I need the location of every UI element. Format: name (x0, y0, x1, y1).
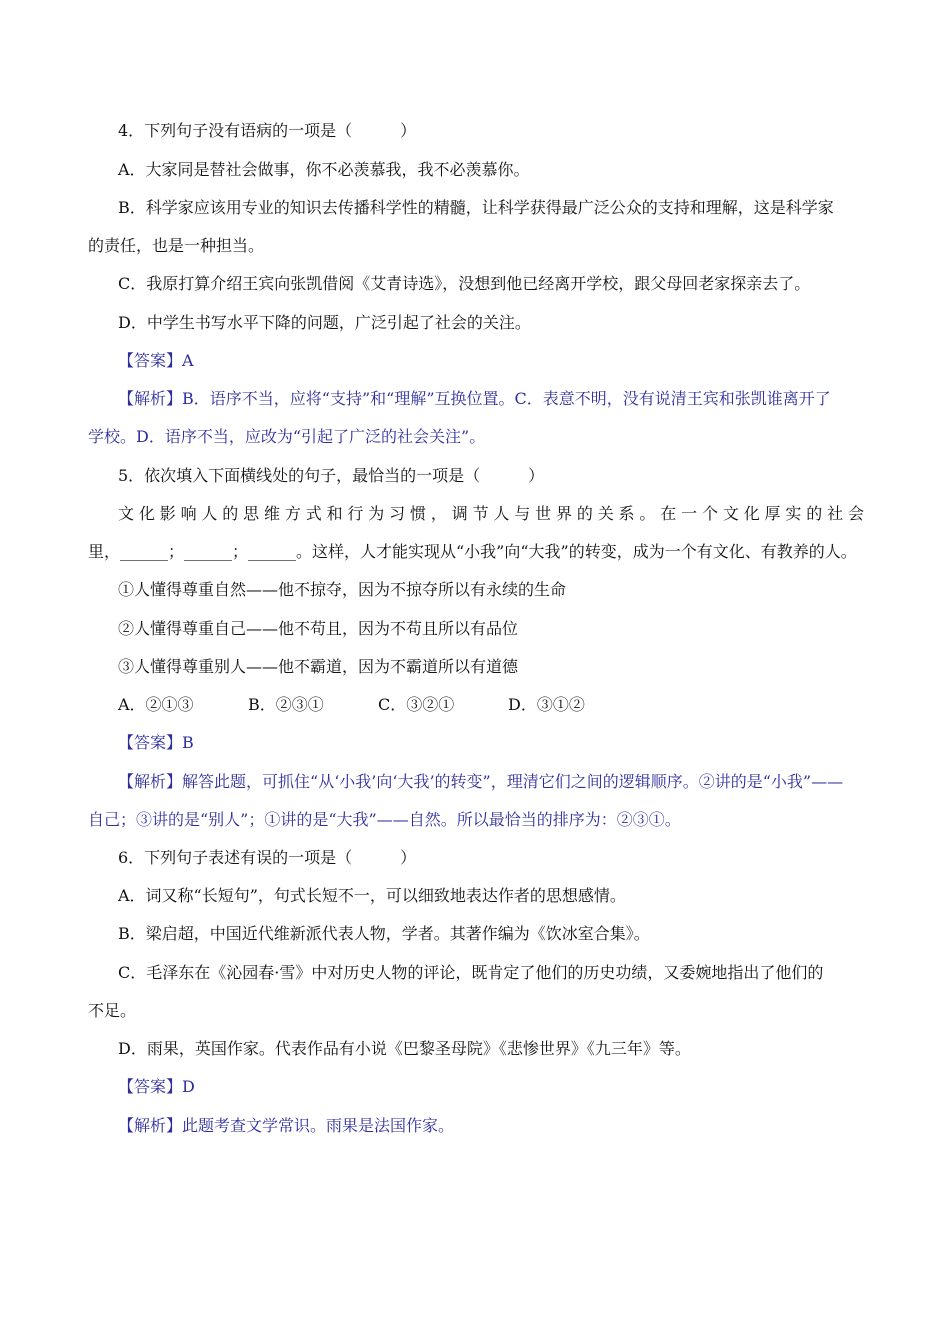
q5-passage-line2: 里，______；______；______。这样，人才能实现从“小我”向“大我”的转变，成为一个有文化、有教养的人。 (88, 542, 857, 561)
q5-stem: 5．依次填入下面横线处的句子，最恰当的一项是（ ） (118, 466, 545, 485)
q5-item-2: ②人懂得尊重自己——他不苟且，因为不苟且所以有品位 (118, 619, 519, 638)
q6-analysis (118, 1116, 864, 1136)
answer-value: D (182, 1077, 195, 1096)
q4-option-b-line2: 的责任，也是一种担当。 (88, 236, 265, 255)
q5-analysis-line1 (118, 772, 864, 792)
q4-option-d: D．中学生书写水平下降的问题，广泛引起了社会的关注。 (118, 313, 531, 332)
q6-option-a: A．词又称“长短句”，句式长短不一，可以细致地表达作者的思想感情。 (118, 886, 626, 905)
analysis-tag: 【解析】 (118, 389, 183, 408)
q4-analysis-line1 (118, 389, 864, 409)
q5-option-d: D．③①② (508, 695, 585, 714)
analysis-text: 此题考查文学常识。雨果是法国作家。 (182, 1116, 455, 1135)
q4-answer (118, 351, 864, 371)
q5-options (118, 695, 864, 715)
q5-item-3: ③人懂得尊重别人——他不霸道，因为不霸道所以有道德 (118, 657, 519, 676)
q5-option-a: A．②①③ (118, 695, 194, 714)
analysis-tag: 【解析】 (118, 1116, 183, 1135)
q6-option-d: D．雨果，英国作家。代表作品有小说《巴黎圣母院》《悲惨世界》《九三年》等。 (118, 1039, 691, 1058)
q5-option-c: C．③②① (378, 695, 455, 714)
q6-answer (118, 1077, 864, 1097)
q6-stem: 6．下列句子表述有误的一项是（ ） (118, 848, 417, 867)
q5-option-b: B．②③① (248, 695, 324, 714)
analysis-tag: 【解析】 (118, 772, 183, 791)
q6-option-c-line2: 不足。 (88, 1001, 137, 1020)
answer-tag: 【答案】 (118, 1077, 183, 1096)
q4-option-c: C．我原打算介绍王宾向张凯借阅《艾青诗选》，没想到他已经离开学校，跟父母回老家探亲去了。 (118, 274, 811, 293)
answer-tag: 【答案】 (118, 733, 183, 752)
analysis-text: B．语序不当，应将“支持”和“理解”互换位置。C．表意不明，没有说清王宾和张凯谁离开了 (182, 389, 831, 408)
q6-option-b: B．梁启超，中国近代维新派代表人物，学者。其著作编为《饮冰室合集》。 (118, 924, 650, 943)
answer-tag: 【答案】 (118, 351, 183, 370)
q5-passage-line1: 文化影响人的思维方式和行为习惯，调节人与世界的关系。在一个文化厚实的社会 (118, 504, 864, 523)
q5-answer (118, 733, 864, 753)
q4-option-b-line1: B．科学家应该用专业的知识去传播科学性的精髓，让科学获得最广泛公众的支持和理解，这是科学家 (118, 198, 834, 217)
q4-stem: 4．下列句子没有语病的一项是（ ） (118, 121, 417, 140)
answer-value: A (182, 351, 194, 370)
answer-value: B (182, 733, 194, 752)
q4-analysis-line2: 学校。D．语序不当，应改为“引起了广泛的社会关注”。 (88, 427, 486, 446)
q6-option-c-line1: C．毛泽东在《沁园春·雪》中对历史人物的评论，既肯定了他们的历史功绩，又委婉地指出了他们的 (118, 963, 824, 982)
q5-analysis-line2: 自己；③讲的是“别人”；①讲的是“大我”——自然。所以最恰当的排序为：②③①。 (88, 810, 681, 829)
q4-option-a: A．大家同是替社会做事，你不必羡慕我，我不必羡慕你。 (118, 160, 530, 179)
analysis-text: 解答此题，可抓住“从‘小我’向‘大我’的转变”，理清它们之间的逻辑顺序。②讲的是“小我”—— (182, 772, 844, 791)
q5-item-1: ①人懂得尊重自然——他不掠夺，因为不掠夺所以有永续的生命 (118, 580, 567, 599)
